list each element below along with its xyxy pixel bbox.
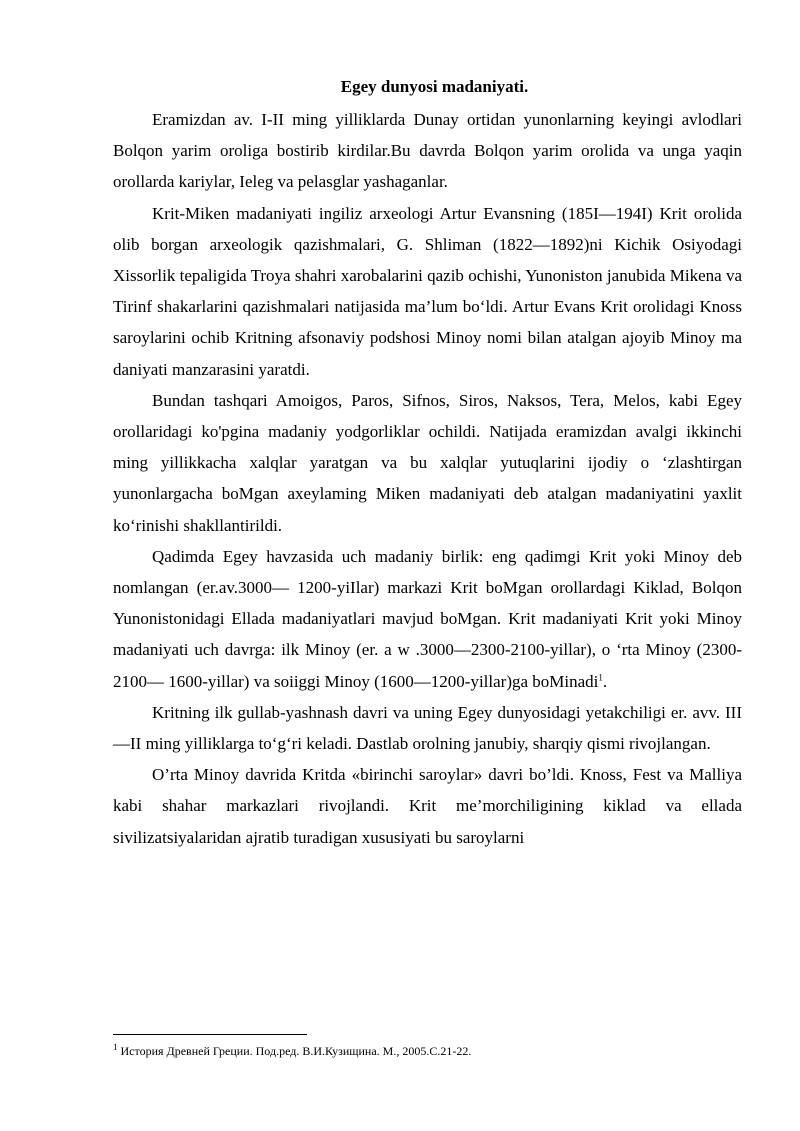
paragraph-cultural-units: Qadimda Egey havzasida uch madaniy birlik: eng qadimgi Krit yoki Minoy deb nomlangan (er.av.3000— 1200-yiIlar) markazi Krit boMgan orollardagi Kiklad, Bolqon Yunonistonidagi Ellada madaniyatlari mavjud boMgan. Krit madaniyati Krit yoki Minoy madaniyati uch davrga: ilk Minoy (er. a w .3000—2300-2100-yillar), o ‘rta Minoy (2300-2100— 1600-yillar) va soiiggi Minoy (1600—1200-yillar)ga boMinadi$^1$. bbox=[113, 546, 742, 691]
paragraph-krit-miken: Krit-Miken madaniyati ingiliz arxeologi Artur Evansning (185I—194I) Krit orolida olib borgan arxeologik qazishmalari, G. Shliman (1822—1892)ni Kichik Osiyodagi Xissorlik tepaligida Troya shahri xarobalarini qazib ochishi, Yunoniston janubida Mikena va Tirinf shakarlarini qazishmalari natijasida ma’lum bo‘ldi. Artur Evans Krit orolidagi Knoss saroylarini ochib Kritning afsonaviy podshosi Minoy nomi bilan atalgan ajoyib Minoy ma daniyati manzarasini yaratdi. bbox=[113, 203, 742, 379]
footnote-marker: 1 bbox=[113, 1042, 118, 1052]
paragraph-egey-islands: Bundan tashqari Amoigos, Paros, Sifnos, Siros, Naksos, Tera, Melos, kabi Egey orollaridagi ko'pgina madaniy yodgorliklar ochildi. Natijada eramizdan avalgi ikkinchi ming yillikkacha xalqlar yaratgan va bu xalqlar yutuqlarini ijodiy o ‘zlashtirgan yunonlargacha boMgan axeylaming Miken madaniyati deb atalgan madaniyatini yaxlit ko‘rinishi shakllantirildi. bbox=[113, 390, 742, 535]
footnote-reference: 1 bbox=[598, 672, 603, 682]
page-title: Egey dunyosi madaniyati. bbox=[340, 77, 529, 96]
document-body bbox=[113, 76, 742, 853]
footnote-divider bbox=[113, 1034, 307, 1035]
footnote-text: История Древней Греции. Под.ред. В.И.Кузищина. М., 2005.С.21-22. bbox=[120, 1044, 472, 1058]
paragraph-cultural-units-text: Qadimda Egey havzasida uch madaniy birlik: eng qadimgi Krit yoki Minoy deb nomlangan (er.av.3000— 1200-yiIlar) markazi Krit boMgan orollardagi Kiklad, Bolqon Yunonistonidagi Ellada madaniyatlari mavjud boMgan. Krit madaniyati Krit yoki Minoy madaniyati uch davrga: ilk Minoy (er. a w .3000—2300-2100-yillar), o ‘rta Minoy (2300-2100— 1600-yillar) va soiiggi Minoy (1600—1200-yillar)ga boMinadi bbox=[113, 546, 742, 691]
paragraph-intro: Eramizdan av. I-II ming yilliklarda Dunay ortidan yunonlarning keyingi avlodlari Bolqon yarim oroliga bostirib kirdilar.Bu davrda Bolqon yarim orolida va unga yaqin orollarda kariylar, Ieleg va pelasglar yashaganlar. bbox=[113, 110, 742, 192]
paragraph-krit-flourishing: Kritning ilk gullab-yashnash davri va uning Egey dunyosidagi yetakchiligi er. avv. III—II ming yilliklarga to‘g‘ri keladi. Dastlab orolning janubiy, sharqiy qismi rivojlangan. bbox=[113, 702, 742, 754]
footnote bbox=[113, 1043, 742, 1059]
paragraph-middle-minoan: O’rta Minoy davrida Kritda «birinchi saroylar» davri bo’ldi. Knoss, Fest va Malliya kabi shahar markazlari rivojlandi. Krit me’morchiligining kiklad va ellada sivilizatsiyalaridan ajratib turadigan xususiyati bu saroylarni bbox=[113, 765, 742, 847]
